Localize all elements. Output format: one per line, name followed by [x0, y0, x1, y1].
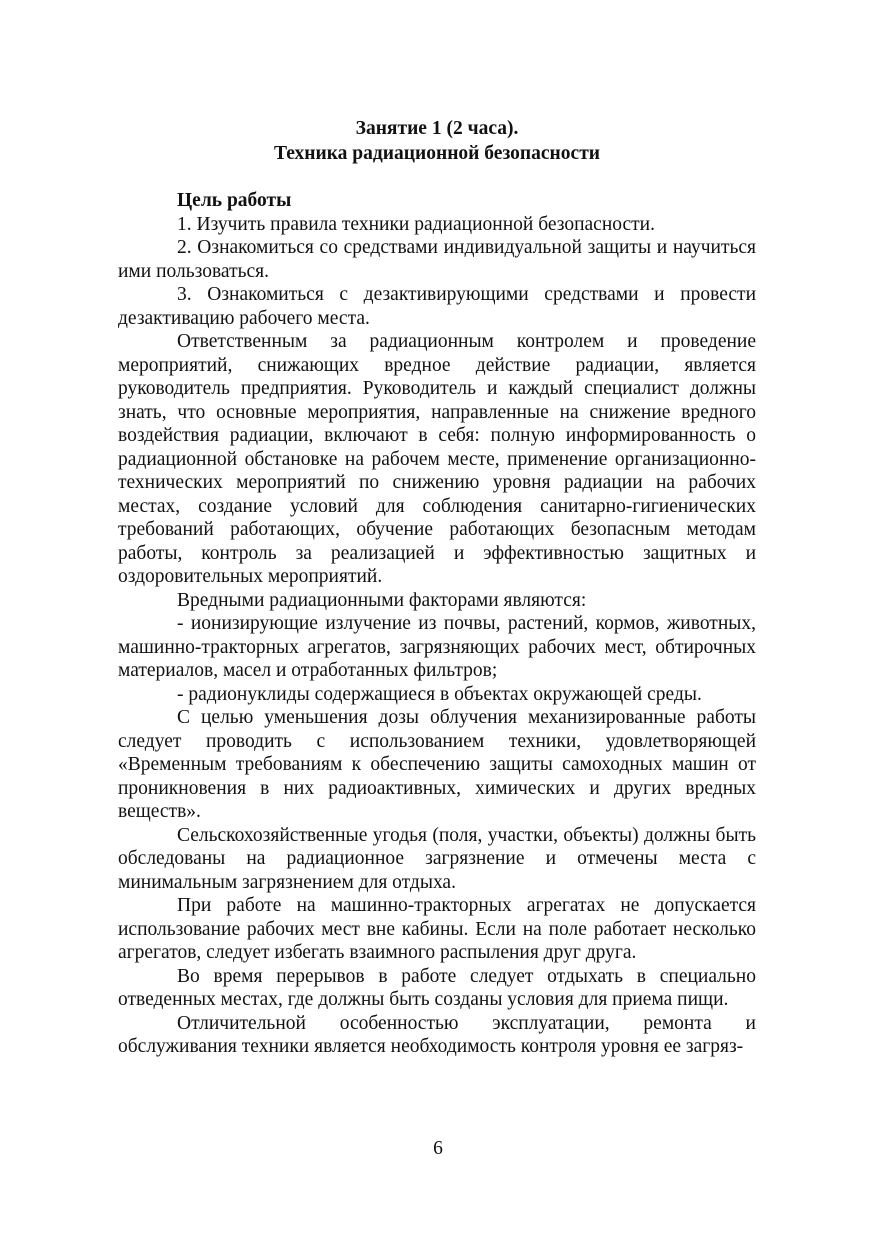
- body-text: [118, 189, 756, 1059]
- paragraph-breaks: Во время перерывов в работе следует отдыхать в специально отведенных местах, где должны быть созданы условия для приема пищи.: [118, 965, 756, 1010]
- paragraph-dose-reduction: С целью уменьшения дозы облучения механизированные работы следует проводить с использованием техники, удовлетворяющей «Временным требованиям к обеспечению защиты самоходных машин от проникновения в них радиоактивных, химических и других вредных веществ».: [118, 707, 756, 822]
- paragraph-responsibility: Ответственным за радиационным контролем и проведение мероприятий, снижающих вредное действие радиации, является руководитель предприятия. Руководитель и каждый специалист должны знать, что основные мероприятия, направленные на снижение вредного воздействия радиации, включают в себя: полную информированность о радиационной обстановке на рабочем месте, применение организационно-технических мероприятий по снижению уровня радиации на рабочих местах, создание условий для соблюдения санитарно-гигиенических требований работающих, обучение работающих безопасным методам работы, контроль за реализацией и эффективностью защитных и оздоровительных мероприятий.: [118, 331, 756, 587]
- harmful-factor-item: - радионуклиды содержащиеся в объектах окружающей среды.: [177, 683, 702, 705]
- goal-subheading: Цель работы: [177, 190, 292, 211]
- lesson-heading: [118, 116, 756, 166]
- page-number: 6: [433, 1138, 443, 1159]
- goal-item-3: 3. Ознакомиться с дезактивирующими средствами и провести дезактивацию рабочего места.: [118, 284, 756, 329]
- lesson-topic: Техника радиационной безопасности: [273, 143, 601, 164]
- paragraph-harmful-factors-intro: Вредными радиационными факторами являются:: [177, 589, 587, 611]
- lesson-title: Занятие 1 (2 часа).: [355, 118, 519, 139]
- paragraph-land-survey: Сельскохозяйственные угодья (поля, участки, объекты) должны быть обследованы на радиационное загрязнение и отмечены места с минимальным загрязнением для отдыха.: [118, 824, 756, 893]
- goal-item-2: 2. Ознакомиться со средствами индивидуальной защиты и научиться ими пользоваться.: [118, 237, 756, 282]
- harmful-factor-item: - ионизирующие излучение из почвы, растений, кормов, животных, машинно-тракторных агрегатов, загрязняющих рабочих мест, обтирочных материалов, масел и отработанных фильтров;: [118, 613, 756, 681]
- goal-item-1: 1. Изучить правила техники радиационной безопасности.: [177, 213, 655, 235]
- paragraph-machine-work: При работе на машинно-тракторных агрегатах не допускается использование рабочих мест вне кабины. Если на поле работает несколько агрегатов, следует избегать взаимного распыления друг друга.: [118, 895, 756, 963]
- paragraph-maintenance: Отличительной особенностью эксплуатации, ремонта и обслуживания техники является необходимость контроля уровня ее загряз-: [118, 1012, 756, 1057]
